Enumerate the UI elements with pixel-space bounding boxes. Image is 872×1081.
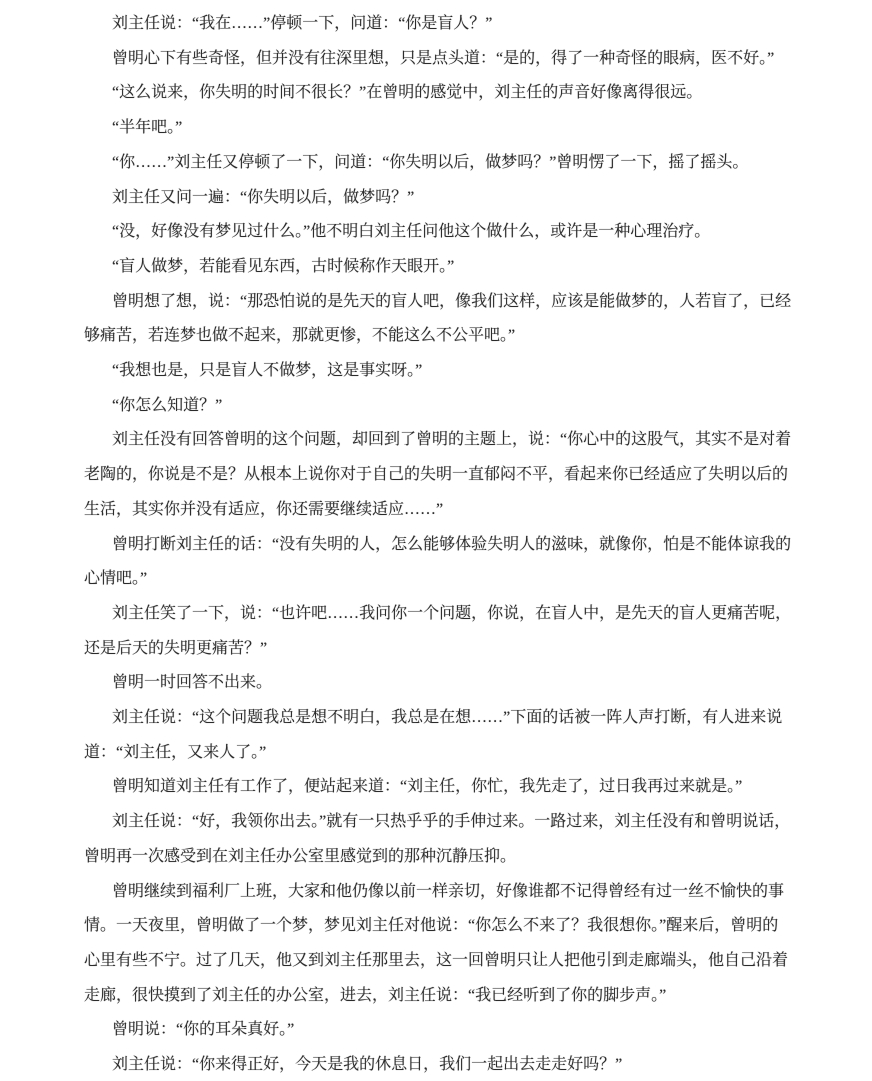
paragraph: “这么说来，你失明的时间不很长？”在曾明的感觉中，刘主任的声音好像离得很远。 <box>112 84 703 102</box>
paragraph: 刘主任笑了一下，说：“也许吧……我问你一个问题，你说，在盲人中，是先天的盲人更痛苦呢，还是后天的失明更痛苦？” <box>84 604 792 657</box>
paragraph: 曾明想了想，说：“那恐怕说的是先天的盲人吧，像我们这样，应该是能做梦的，人若盲了，已经够痛苦，若连梦也做不起来，那就更惨，不能这么不公平吧。” <box>84 292 792 345</box>
paragraph: “你……”刘主任又停顿了一下，问道：“你失明以后，做梦吗？”曾明愣了一下，摇了摇头。 <box>112 153 749 171</box>
paragraph: “没，好像没有梦见过什么。”他不明白刘主任问他这个做什么，或许是一种心理治疗。 <box>112 223 711 241</box>
paragraph: 刘主任说：“这个问题我总是想不明白，我总是在想……”下面的话被一阵人声打断，有人进来说道：“刘主任，又来人了。” <box>84 709 783 761</box>
paragraph: 曾明心下有些奇怪，但并没有往深里想，只是点头道：“是的，得了一种奇怪的眼病，医不好。” <box>112 49 775 67</box>
paragraph: 曾明继续到福利厂上班，大家和他仍像以前一样亲切，好像谁都不记得曾经有过一丝不愉快的事情。一天夜里，曾明做了一个梦，梦见刘主任对他说：“你怎么不来了？我很想你。”醒来后，曾明的心里有些不宁。过了几天，他又到刘主任那里去，这一回曾明只让人把他引到走廊端头，他自己沿着走廊，很快摸到了刘主任的办公室，进去，刘主任说：“我已经听到了你的脚步声。” <box>84 882 789 1004</box>
paragraph: 曾明打断刘主任的话：“没有失明的人，怎么能够体验失明人的滋味，就像你，怕是不能体谅我的心情吧。” <box>84 535 792 588</box>
paragraph: 曾明知道刘主任有工作了，便站起来道：“刘主任，你忙，我先走了，过日我再过来就是。” <box>112 778 743 796</box>
paragraph: 曾明一时回答不出来。 <box>112 674 273 692</box>
paragraph: “半年吧。” <box>112 119 183 137</box>
paragraph: 刘主任说：“我在……”停顿一下，问道：“你是盲人？” <box>112 15 493 32</box>
paragraph: 刘主任又问一遍：“你失明以后，做梦吗？” <box>112 188 415 206</box>
paragraph: 刘主任说：“好，我领你出去。”就有一只热乎乎的手伸过来。一路过来，刘主任没有和曾明说话，曾明再一次感受到在刘主任办公室里感觉到的那种沉静压抑。 <box>84 813 791 865</box>
paragraph: 曾明说：“你的耳朵真好。” <box>112 1021 295 1039</box>
paragraph: 刘主任没有回答曾明的这个问题，却回到了曾明的主题上，说：“你心中的这股气，其实不是对着老陶的，你说是不是？从根本上说你对于自己的失明一直郁闷不平，看起来你已经适应了失明以后的生活，其实你并没有适应，你还需要继续适应……” <box>84 431 792 518</box>
paragraph: “我想也是，只是盲人不做梦，这是事实呀。” <box>112 362 423 380</box>
passage-text <box>84 7 792 1081</box>
paragraph: “你怎么知道？” <box>112 396 223 414</box>
paragraph: “盲人做梦，若能看见东西，古时候称作天眼开。” <box>112 257 455 275</box>
paragraph: 刘主任说：“你来得正好，今天是我的休息日，我们一起出去走走好吗？” <box>112 1056 623 1074</box>
